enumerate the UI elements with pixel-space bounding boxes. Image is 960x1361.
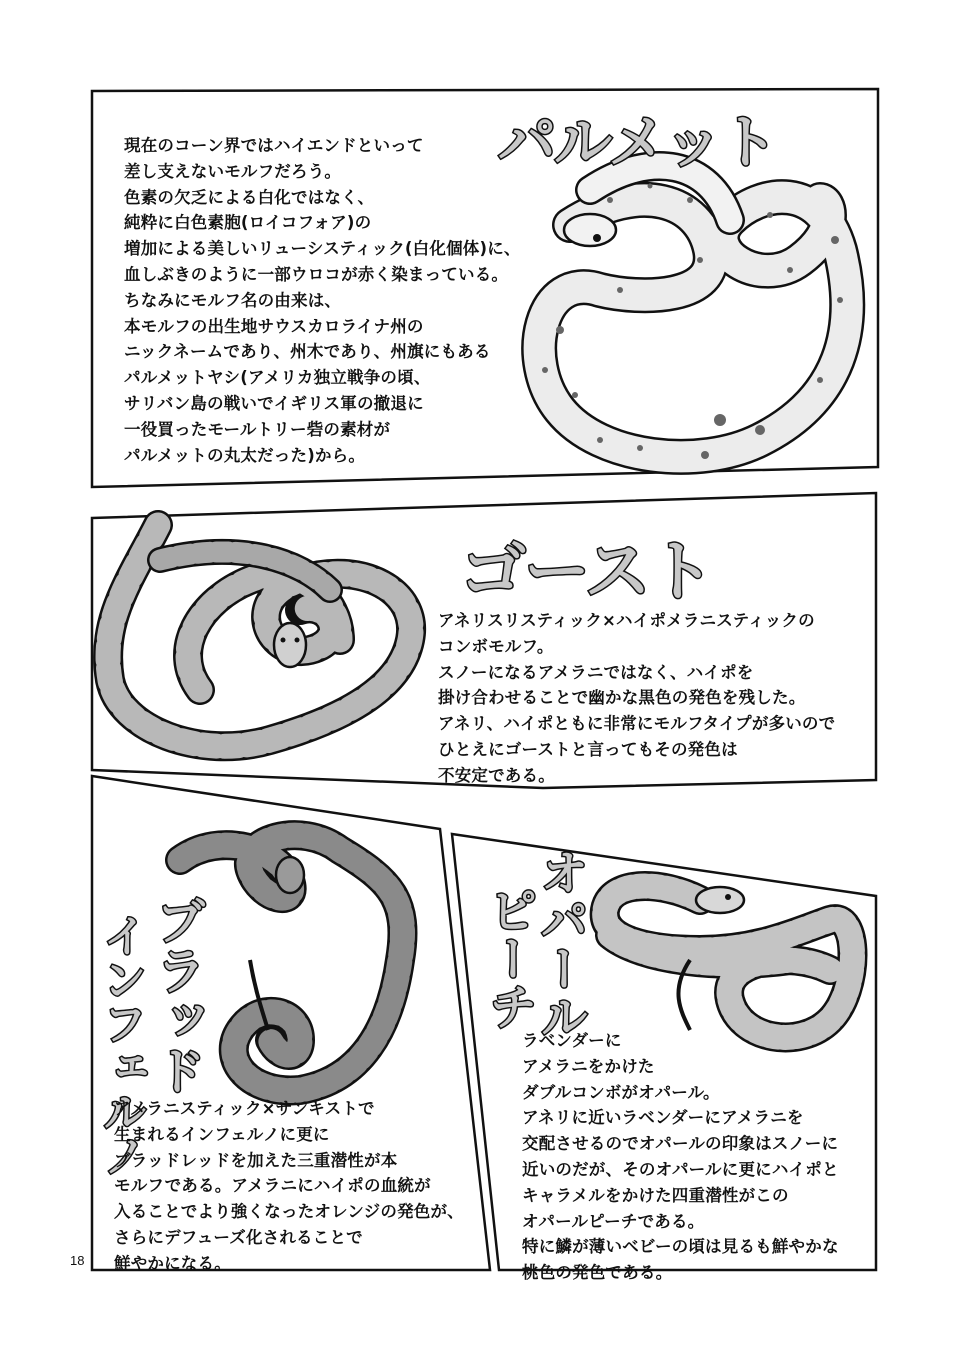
palmetto-snake-illustration	[539, 166, 847, 459]
ghost-title: ゴースト	[460, 533, 713, 610]
blood-inferno-title-line1: ブラッド	[148, 895, 206, 1095]
ghost-description: アネリスリスティック×ハイポメラニスティックの コンボモルフ。 スノーになるアメラニではなく、ハイポを 掛け合わせることで幽かな黒色の発色を残した。 アネリ、ハイポともに非常にモルフタイプが多いので ひとえにゴーストと言ってもその発色は 不安定である。	[438, 611, 836, 785]
ghost-snake-illustration	[108, 525, 411, 746]
opal-peach-title-line1: オパール	[532, 848, 588, 1040]
blood-inferno-title-line2: インフェルノ	[95, 913, 146, 1177]
opal-peach-description: ラベンダーに アメラニをかけた ダブルコンボがオパール。 アネリに近いラベンダーにアメラニを 交配させるのでオパールの印象はスノーに 近いのだが、そのオパールに更にハイポと キャラメルをかけた四重潜性がこの オパールピーチである。 特に鱗が薄いベビーの頃は見るも鮮やかな 桃色の発色である。	[522, 1031, 839, 1283]
palmetto-description: 現在のコーン界ではハイエンドといって 差し支えないモルフだろう。 色素の欠乏による白化ではなく、 純粋に白色素胞(ロイコフォア)の 増加による美しいリューシスティック(白化個体)に、 血しぶきのように一部ウロコが赤く染まっている。 ちなみにモルフ名の由来は、 本モルフの出生地サウスカロライナ州の ニックネームであり、州木であり、州旗にもある パルメットヤシ(アメリカ独立戦争の頃、 サリバン島の戦いでイギリス軍の撤退に 一役買ったモールトリー砦の素材が パルメットの丸太だった)から。	[124, 136, 521, 465]
palmetto-title: パルメット	[498, 108, 777, 176]
opal-peach-title-line2: ピーチ	[481, 886, 537, 1030]
blood-inferno-description: アメラニスティック×サンキストで 生まれるインフェルノに更に ブラッドレッドを加えた三重潜性が本 モルフである。アメラニにハイポの血統が 入ることでより強くなったオレンジの発色が、 さらにデフューズ化されることで 鮮やかになる。	[114, 1099, 464, 1273]
page-number: 18	[70, 1253, 85, 1268]
opal-peach-snake-illustration	[605, 886, 853, 1037]
blood-inferno-snake-illustration	[180, 835, 403, 1090]
